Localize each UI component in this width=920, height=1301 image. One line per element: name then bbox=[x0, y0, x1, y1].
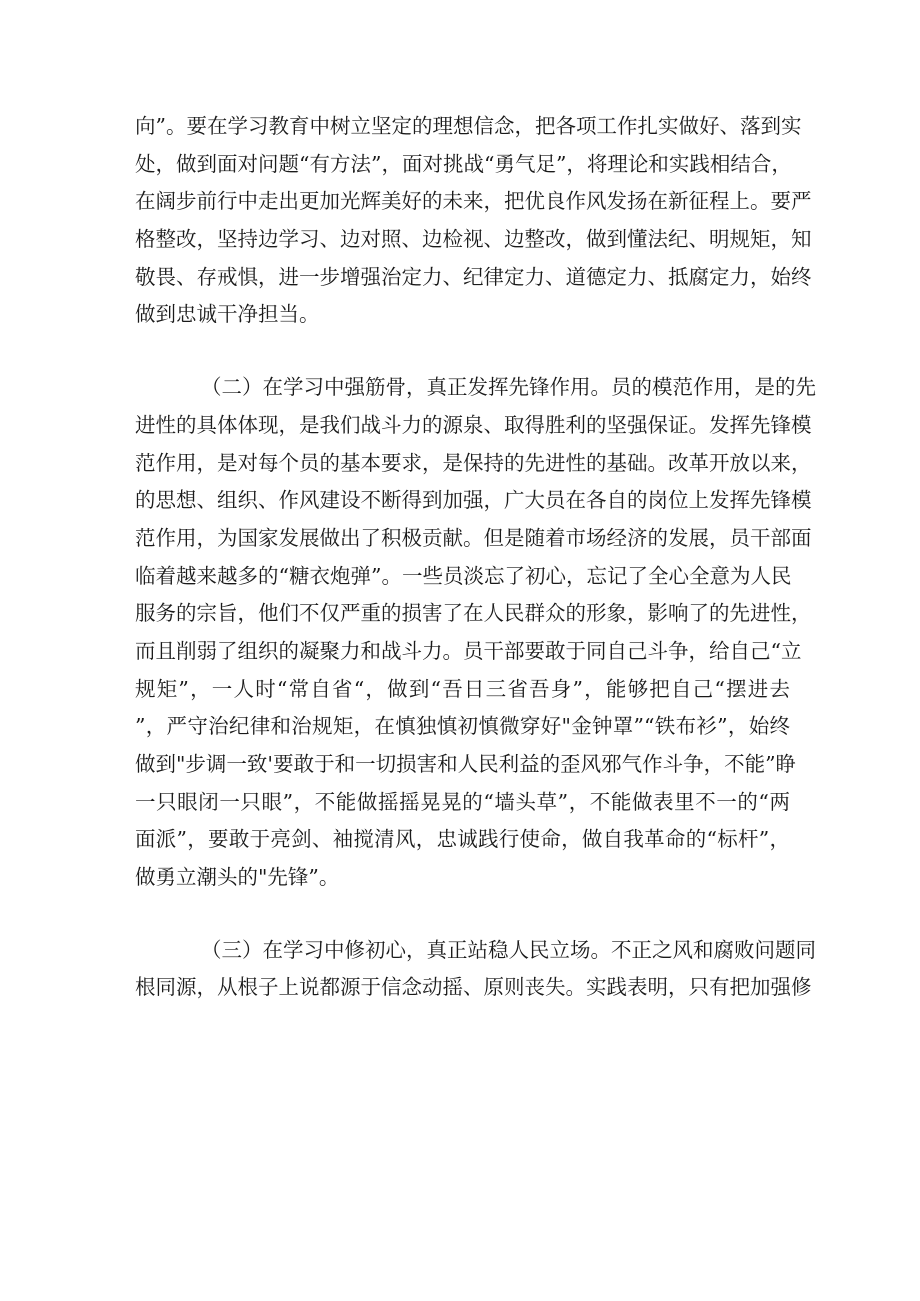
text-line: 一只眼闭一只眼”，不能做摇摇晃晃的“墙头草”，不能做表里不一的“两 bbox=[135, 789, 790, 814]
text-line: 规矩”，一人时“常自省“，做到“吾日三省吾身”，能够把自己“摆进去 bbox=[135, 676, 790, 701]
text-line: ”，严守治纪律和治规矩，在慎独慎初慎微穿好"金钟罩”“铁布衫”，始终 bbox=[135, 714, 790, 739]
text-line: 临着越来越多的“糖衣炮弹”。一些员淡忘了初心，忘记了全心全意为人民 bbox=[135, 563, 792, 588]
text-line: 敬畏、存戒惧，进一步增强治定力、纪律定力、道德定力、抵腐定力，始终 bbox=[135, 264, 812, 289]
body-text bbox=[135, 108, 816, 1007]
text-line: 在阔步前行中走出更加光辉美好的未来，把优良作风发扬在新征程上。要严 bbox=[135, 189, 812, 214]
text-line: 面派”，要敢于亮剑、袖搅清风，忠诚践行使命，做自我革命的“标杆”， bbox=[135, 827, 790, 852]
paragraph-1 bbox=[135, 108, 812, 334]
text-line: （三）在学习中修初心，真正站稳人民立场。不正之风和腐败问题同 bbox=[201, 937, 816, 962]
paragraph-gap bbox=[135, 334, 790, 369]
text-line: 范作用，为国家发展做出了积极贡献。但是随着市场经济的发展，员干部面 bbox=[135, 525, 812, 550]
text-line: 范作用，是对每个员的基本要求，是保持的先进性的基础。改革开放以来， bbox=[135, 450, 812, 475]
paragraph-2 bbox=[135, 369, 816, 897]
text-line: 处，做到面对问题“有方法”，面对挑战“勇气足”，将理论和实践相结合， bbox=[135, 151, 792, 176]
paragraph-gap bbox=[135, 897, 790, 932]
text-line: 的思想、组织、作风建设不断得到加强，广大员在各自的岗位上发挥先锋模 bbox=[135, 488, 812, 513]
text-line: 做到忠诚干净担当。 bbox=[135, 302, 320, 327]
text-line: 根同源，从根子上说都源于信念动摇、原则丧失。实践表明，只有把加强修 bbox=[135, 975, 812, 1000]
text-line: 而且削弱了组织的凝聚力和战斗力。员干部要敢于同自己斗争，给自己“立 bbox=[135, 638, 802, 663]
text-line: 格整改，坚持边学习、边对照、边检视、边整改，做到懂法纪、明规矩，知 bbox=[135, 227, 812, 252]
text-line: 做勇立潮头的"先锋”。 bbox=[135, 865, 340, 890]
text-line: 向”。要在学习教育中树立坚定的理想信念，把各项工作扎实做好、落到实 bbox=[135, 114, 802, 138]
paragraph-3 bbox=[135, 932, 816, 1007]
text-line: 做到"步调一致'要敢于和一切损害和人民利益的歪风邪气作斗争，不能”睁 bbox=[135, 752, 797, 776]
text-line: 服务的宗旨，他们不仅严重的损害了在人民群众的形象，影响了的先进性， bbox=[135, 601, 812, 626]
text-line: 进性的具体体现，是我们战斗力的源泉、取得胜利的坚强保证。发挥先锋模 bbox=[135, 412, 812, 437]
text-line: （二）在学习中强筋骨，真正发挥先锋作用。员的模范作用，是的先 bbox=[201, 375, 816, 400]
